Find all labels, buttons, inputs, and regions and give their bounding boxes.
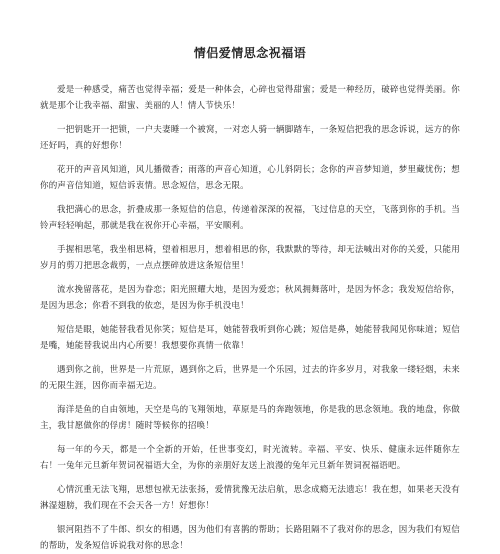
document-title: 情侣爱情思念祝福语 bbox=[193, 46, 307, 60]
paragraph: 遇到你之前，世界是一片荒原，遇到你之后，世界是一个乐园，过去的许多岁月，对我象一缕轻烟，未来的无限生涯，因你而幸福无边。 bbox=[40, 365, 460, 391]
paragraph: 每一年的今天，都是一个全新的开始，任世事变幻，时光流转。幸福、平安、快乐、健康永远伴随你左右！一兔年元旦新年贺词祝福语大全，为你的亲朋好友送上浪漫的兔年元旦新年贺词祝福语吧。 bbox=[40, 445, 460, 471]
paragraph: 一把钥匙开一把锁，一户夫妻睡一个被窝，一对恋人骑一辆脚踏车，一条短信把我的思念诉说，远方的你还好吗，真的好想你！ bbox=[40, 125, 460, 151]
paragraph: 花开的声音风知道，风儿播微香；雨落的声音心知道，心儿斜阴长；念你的声音梦知道，梦里藏忧伤；想你的声音信知道，短信诉衷情。思念短信，思念无限。 bbox=[40, 165, 460, 191]
paragraph: 短信是眼，她能替我看见你笑；短信是耳，她能替我听到你心跳；短信是鼻，她能替我闻见你味道；短信是嘴，她能替我说出内心所要！我想要你真情一依靠！ bbox=[40, 325, 460, 351]
paragraph: 我把满心的思念，折叠成那一条短信的信息，传递着深深的祝福，飞过信息的天空，飞落到你的手机。当铃声轻轻响起，那就是我在祝你开心幸福，平安顺利。 bbox=[40, 205, 460, 231]
paragraph: 手握相思笔，我坐相思椅，望着相思月，想着相思的你，我默默的等待，却无法喊出对你的关爱，只能用岁月的剪刀把思念裁剪，一点点摆碎放进这条短信里！ bbox=[40, 245, 460, 271]
paragraph: 流水挽留落花，是因为眷恋；阳光照耀大地，是因为爱恋；秋风拥舞落叶，是因为怀念；我发短信给你，是因为思念；你看不到我的依恋，是因为你手机没电！ bbox=[40, 285, 460, 311]
paragraph: 银河阻挡不了牛郎、织女的相遇，因为他们有喜鹊的帮助；长路阻隔不了我对你的思念，因为我们有短信的帮助，发条短信诉说我对你的思念！ bbox=[40, 525, 460, 551]
paragraph: 海洋是鱼的自由领地，天空是鸟的飞翔领地，草原是马的奔跑领地，你是我的思念领地。我的地盘，你做主，我甘愿做你的俘虏！随时等候你的招唤！ bbox=[40, 405, 460, 431]
paragraph: 心情沉重无法飞翔，思想包袱无法张扬，爱情犹豫无法启航，思念成瘾无法遗忘！我在想，如果老天没有淋湿翅膀，我们现在不会天各一方！好想你！ bbox=[40, 485, 460, 511]
paragraph: 爱是一种感受，痛苦也觉得幸福；爱是一种体会，心碎也觉得甜蜜；爱是一种经历，破碎也觉得美丽。你就是那个让我幸福、甜蜜、美丽的人！情人节快乐！ bbox=[40, 85, 460, 111]
